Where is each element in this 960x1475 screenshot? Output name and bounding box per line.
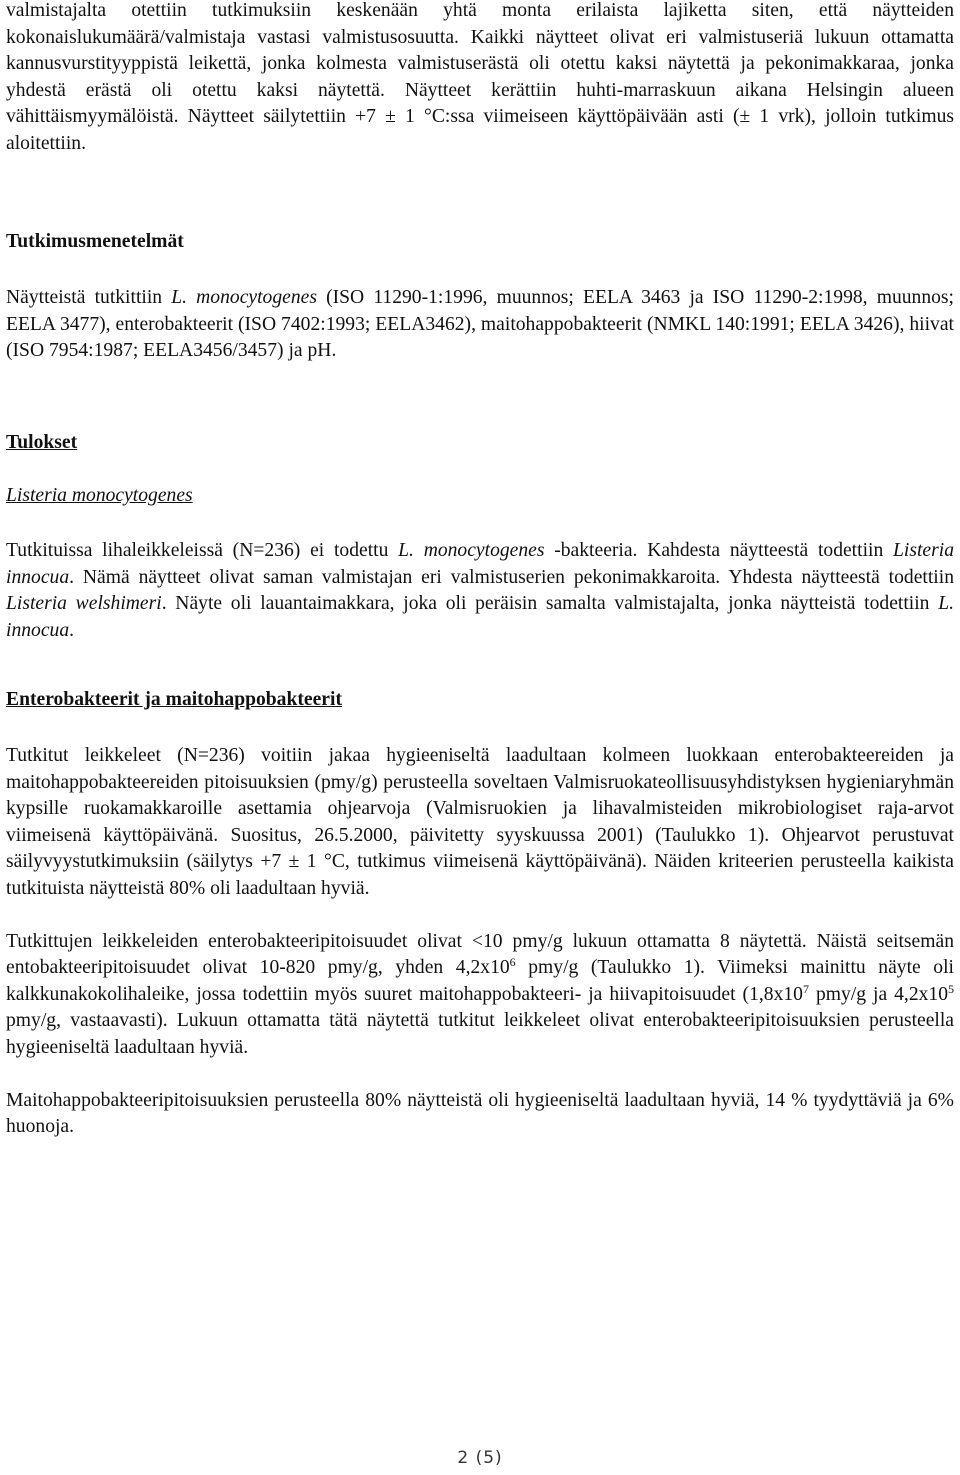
- listeria-text-a: Tutkituissa lihaleikkeleissä (N=236) ei todettu: [6, 540, 399, 561]
- listeria-text-d: . Näyte oli lauantaimakkara, joka oli peräisin samalta valmistajalta, jonka näytteistä todettiin: [161, 593, 939, 615]
- entero-p2-text-b: pmy/g (Taulukko 1). Viimeksi mainittu näyte oli kalkkunakokolihaleike, jossa todettiin myös suuret maitohappobakteeri- ja hiivapitoisuudet (1,8x10: [6, 957, 954, 1005]
- entero-paragraph-3: Maitohappobakteeripitoisuuksien perusteella 80% näytteistä oli hygieeniseltä laadultaan hyviä, 14 % tyydyttäviä ja 6% huonoja.: [6, 1089, 954, 1138]
- methods-heading: Tutkimusmenetelmät: [6, 231, 184, 252]
- methods-paragraph: [6, 285, 954, 365]
- listeria-heading: Listeria monocytogenes: [6, 485, 193, 506]
- listeria-text-e: .: [69, 619, 75, 641]
- listeria-organism-2: Listeria innocua: [6, 540, 954, 588]
- intro-paragraph: valmistajalta otettiin tutkimuksiin keskenään yhtä monta erilaista lajiketta siten, että näytteiden kokonaislukumäärä/valmistaja vastasi valmistusosuutta. Kaikki näytteet olivat eri valmistuseriä lukuun ottamatta kannusvurstityyppistä leikettä, jonka kolmesta valmistuserästä oli otettu kaksi näytettä ja pekonimakkaraa, jonka yhdestä erästä oli otettu kaksi näytettä. Näytteet kerättiin huhti-marraskuun aikana Helsingin alueen vähittäismyymälöistä. Näytteet säilytettiin +7 ± 1 °C:ssa viimeiseen käyttöpäivään asti (± 1 vrk), jolloin tutkimus aloitettiin.: [6, 0, 954, 154]
- entero-p2-exponent-2: 7: [802, 981, 809, 996]
- listeria-text-b: -bakteeria. Kahdesta näytteestä todettiin: [544, 540, 894, 561]
- entero-paragraph-2: [6, 929, 954, 1062]
- intro-section: [6, 0, 954, 158]
- entero-p2-exponent-1: 6: [509, 955, 516, 970]
- entero-p2-exponent-3: 5: [948, 981, 955, 996]
- listeria-paragraph: [6, 538, 954, 644]
- results-heading: Tulokset: [6, 432, 78, 453]
- listeria-organism-4: L. innocua: [6, 593, 954, 641]
- entero-p2-text-a: Tutkittujen leikkeleiden enterobakteeripitoisuudet olivat <10 pmy/g lukuun ottamatta 8 näytettä. Näistä seitsemän entobakteeripitoisuudet olivat 10-820 pmy/g, yhden 4,2x10: [6, 930, 954, 979]
- listeria-organism-1: L. monocytogenes: [398, 540, 545, 561]
- listeria-organism-3: Listeria welshimeri: [6, 593, 162, 615]
- methods-text-b: (ISO 11290-1:1996, muunnos; EELA 3463 ja ISO 11290-2:1998, muunnos; EELA 3477), enterobakteerit (ISO 7402:1993; EELA3462), maitohappobakteerit (NMKL 140:1991; EELA 3426), hiivat (ISO 7954:1987; EELA3456/3457) ja pH.: [6, 287, 954, 362]
- methods-text-a: Näytteistä tutkittiin: [6, 287, 172, 308]
- entero-paragraph-1: Tutkitut leikkeleet (N=236) voitiin jakaa hygieeniseltä laadultaan kolmeen luokkaan enterobakteereiden ja maitohappobakteereiden pitoisuuksien (pmy/g) perusteella soveltaen Valmisruokateollisuusyhdistyksen hygieniaryhmän kypsille ruokamakkaroille asettamia ohjearvoja (Valmisruokien ja lihavalmisteiden mikrobiologiset raja-arvot viimeisenä käyttöpäivänä. Suositus, 26.5.2000, päivitetty syyskuussa 2001) (Taulukko 1). Ohjearvot perustuvat säilyvyystutkimuksiin (säilytys +7 ± 1 °C, tutkimus viimeisenä käyttöpäivänä). Näiden kriteerien perusteella kaikista tutkituista näytteistä 80% oli laadultaan hyviä.: [6, 745, 954, 899]
- methods-section: [6, 229, 954, 365]
- entero-p2-text-c: pmy/g ja 4,2x10: [808, 983, 949, 1005]
- entero-heading: Enterobakteerit ja maitohappobakteerit: [6, 689, 342, 710]
- methods-organism: L. monocytogenes: [171, 287, 317, 308]
- entero-p2-text-d: pmy/g, vastaavasti). Lukuun ottamatta tätä näytettä tutkitut leikkeleet olivat enterobakteeripitoisuuksien perusteella hygieeniseltä laadultaan hyviä.: [6, 1010, 954, 1058]
- entero-section: [6, 687, 954, 1141]
- page-number: 2 (5): [457, 1448, 503, 1468]
- results-section: [6, 430, 954, 644]
- listeria-text-c: . Nämä näytteet olivat saman valmistajan eri valmistuserien pekonimakkaroita. Yhdesta näytteestä todettiin: [69, 566, 954, 588]
